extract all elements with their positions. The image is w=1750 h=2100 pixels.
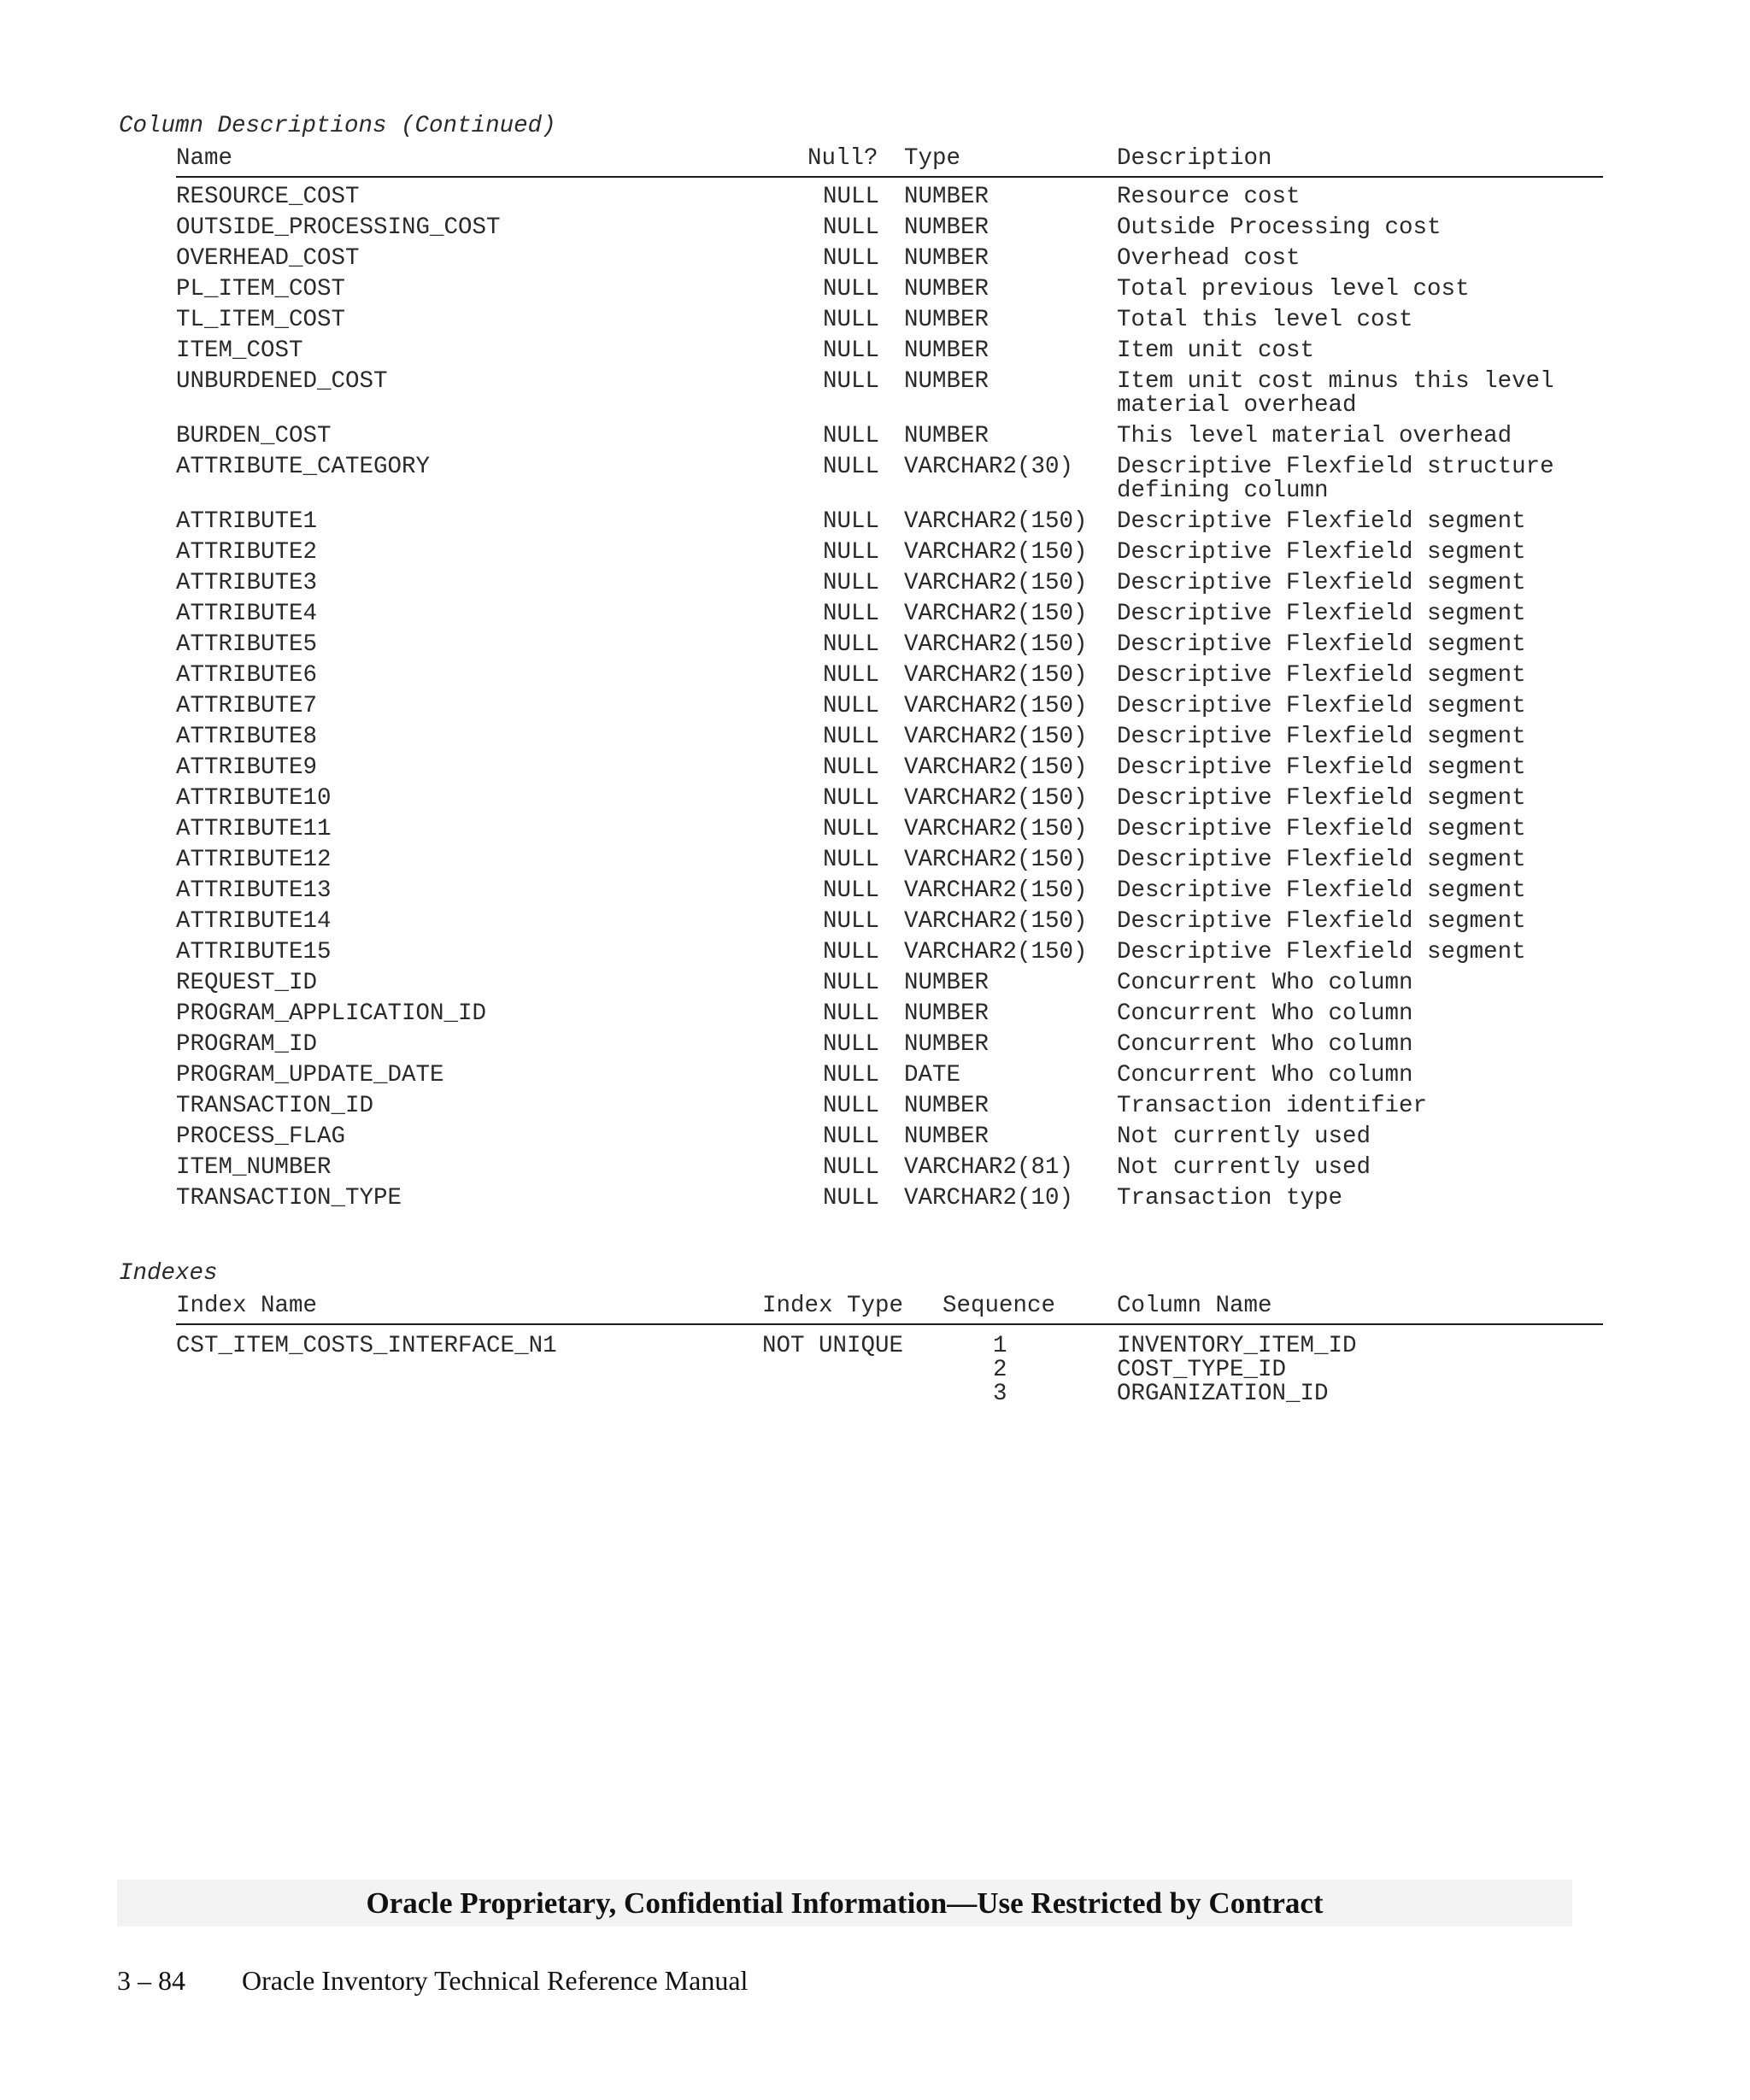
type-cell: VARCHAR2(150) <box>904 754 1088 781</box>
description-cell: Total this level cost <box>1117 307 1413 333</box>
description-cell: Descriptive Flexfield segment <box>1117 724 1526 750</box>
null-cell: NULL <box>823 307 880 333</box>
null-cell: NULL <box>823 877 880 904</box>
header-index-type: Index Type <box>762 1293 904 1319</box>
type-cell: VARCHAR2(150) <box>904 816 1088 842</box>
type-cell: VARCHAR2(150) <box>904 508 1088 535</box>
confidential-notice: Oracle Proprietary, Confidential Information––Use Restricted by Contract <box>366 1886 1324 1920</box>
header-description: Description <box>1117 145 1272 172</box>
description-cell: Descriptive Flexfield segment <box>1117 785 1526 812</box>
type-cell: NUMBER <box>904 1093 990 1119</box>
index-row <box>176 1334 1603 1358</box>
description-cell: Item unit cost <box>1117 337 1315 364</box>
column-name-cell: ATTRIBUTE15 <box>176 939 332 965</box>
column-name-cell: REQUEST_ID <box>176 970 318 996</box>
null-cell: NULL <box>823 570 880 596</box>
description-cell: Descriptive Flexfield segment <box>1117 847 1526 873</box>
description-cell: Transaction identifier <box>1117 1093 1428 1119</box>
description-cell: Not currently used <box>1117 1154 1371 1181</box>
column-name-cell: BURDEN_COST <box>176 423 332 449</box>
null-cell: NULL <box>823 368 880 395</box>
null-cell: NULL <box>823 508 880 535</box>
column-name-cell: ATTRIBUTE5 <box>176 631 318 658</box>
table-row <box>176 756 1603 787</box>
table-row <box>176 425 1603 455</box>
description-cell: Descriptive Flexfield segment <box>1117 693 1526 719</box>
table-row <box>176 602 1603 633</box>
null-cell: NULL <box>823 816 880 842</box>
column-name-cell: PROGRAM_APPLICATION_ID <box>176 1000 487 1027</box>
type-cell: NUMBER <box>904 423 990 449</box>
null-cell: NULL <box>823 1154 880 1181</box>
description-cell: Descriptive Flexfield segment <box>1117 570 1526 596</box>
null-cell: NULL <box>823 337 880 364</box>
column-name-cell: ATTRIBUTE13 <box>176 877 332 904</box>
table-row <box>176 1033 1603 1064</box>
column-table-header <box>176 145 1603 178</box>
null-cell: NULL <box>823 601 880 627</box>
index-name-cell: CST_ITEM_COSTS_INTERFACE_N1 <box>176 1333 557 1359</box>
description-cell: Outside Processing cost <box>1117 214 1442 241</box>
null-cell: NULL <box>823 662 880 689</box>
null-cell: NULL <box>823 184 880 210</box>
description-cell: Resource cost <box>1117 184 1301 210</box>
header-index-name: Index Name <box>176 1293 318 1319</box>
column-name-cell: ATTRIBUTE7 <box>176 693 318 719</box>
type-cell: VARCHAR2(150) <box>904 847 1088 873</box>
null-cell: NULL <box>823 631 880 658</box>
description-cell: Descriptive Flexfield segment <box>1117 662 1526 689</box>
header-type: Type <box>904 145 961 172</box>
table-row <box>176 541 1603 572</box>
table-row <box>176 910 1603 941</box>
sequence-cell: 3 <box>993 1381 1007 1407</box>
column-name-cell: TRANSACTION_TYPE <box>176 1185 402 1211</box>
type-cell: NUMBER <box>904 307 990 333</box>
null-cell: NULL <box>823 939 880 965</box>
table-row <box>176 725 1603 756</box>
description-cell: Descriptive Flexfield segment <box>1117 908 1526 935</box>
page-number: 3 – 84 <box>117 1965 185 1996</box>
null-cell: NULL <box>823 1185 880 1211</box>
type-cell: VARCHAR2(10) <box>904 1185 1074 1211</box>
null-cell: NULL <box>823 1093 880 1119</box>
description-cell: Not currently used <box>1117 1123 1371 1150</box>
column-name-cell: ATTRIBUTE2 <box>176 539 318 566</box>
table-row <box>176 510 1603 541</box>
null-cell: NULL <box>823 1062 880 1088</box>
description-cell: Descriptive Flexfield segment <box>1117 508 1526 535</box>
type-cell: NUMBER <box>904 276 990 302</box>
type-cell: NUMBER <box>904 970 990 996</box>
header-name: Name <box>176 145 233 172</box>
index-column-cell: ORGANIZATION_ID <box>1117 1381 1329 1407</box>
index-row <box>176 1382 1603 1406</box>
null-cell: NULL <box>823 693 880 719</box>
table-row <box>176 216 1603 247</box>
type-cell: VARCHAR2(150) <box>904 631 1088 658</box>
column-name-cell: ATTRIBUTE12 <box>176 847 332 873</box>
null-cell: NULL <box>823 908 880 935</box>
null-cell: NULL <box>823 1031 880 1058</box>
column-name-cell: ATTRIBUTE8 <box>176 724 318 750</box>
null-cell: NULL <box>823 754 880 781</box>
table-row <box>176 572 1603 602</box>
description-cell: Overhead cost <box>1117 245 1301 272</box>
column-name-cell: ATTRIBUTE11 <box>176 816 332 842</box>
table-row <box>176 848 1603 879</box>
description-cell: Concurrent Who column <box>1117 970 1413 996</box>
column-descriptions-title: Column Descriptions (Continued) <box>119 113 556 139</box>
null-cell: NULL <box>823 1123 880 1150</box>
description-cell: Descriptive Flexfield segment <box>1117 539 1526 566</box>
column-name-cell: ATTRIBUTE10 <box>176 785 332 812</box>
column-name-cell: ITEM_NUMBER <box>176 1154 332 1181</box>
null-cell: NULL <box>823 276 880 302</box>
description-cell: Descriptive Flexfield structure defining column <box>1117 454 1554 504</box>
column-name-cell: ATTRIBUTE1 <box>176 508 318 535</box>
null-cell: NULL <box>823 970 880 996</box>
description-cell: Total previous level cost <box>1117 276 1470 302</box>
table-row <box>176 787 1603 818</box>
table-row <box>176 941 1603 971</box>
table-row <box>176 1187 1603 1217</box>
type-cell: VARCHAR2(150) <box>904 939 1088 965</box>
type-cell: VARCHAR2(150) <box>904 693 1088 719</box>
table-row <box>176 185 1603 216</box>
type-cell: VARCHAR2(150) <box>904 785 1088 812</box>
table-row <box>176 308 1603 339</box>
sequence-cell: 2 <box>993 1357 1007 1383</box>
index-type-cell: NOT UNIQUE <box>762 1333 904 1359</box>
type-cell: NUMBER <box>904 214 990 241</box>
column-name-cell: PL_ITEM_COST <box>176 276 346 302</box>
table-row <box>176 818 1603 848</box>
column-name-cell: RESOURCE_COST <box>176 184 360 210</box>
table-row <box>176 633 1603 664</box>
description-cell: Descriptive Flexfield segment <box>1117 816 1526 842</box>
table-row <box>176 247 1603 278</box>
column-name-cell: UNBURDENED_COST <box>176 368 388 395</box>
column-name-cell: ATTRIBUTE3 <box>176 570 318 596</box>
null-cell: NULL <box>823 245 880 272</box>
table-row <box>176 1094 1603 1125</box>
column-name-cell: ATTRIBUTE14 <box>176 908 332 935</box>
table-row <box>176 879 1603 910</box>
header-sequence: Sequence <box>943 1293 1056 1319</box>
type-cell: NUMBER <box>904 184 990 210</box>
column-name-cell: ATTRIBUTE_CATEGORY <box>176 454 431 480</box>
null-cell: NULL <box>823 724 880 750</box>
table-row <box>176 370 1603 425</box>
null-cell: NULL <box>823 454 880 480</box>
table-row <box>176 1125 1603 1156</box>
type-cell: NUMBER <box>904 1123 990 1150</box>
description-cell: Descriptive Flexfield segment <box>1117 877 1526 904</box>
table-row <box>176 695 1603 725</box>
index-row <box>176 1358 1603 1382</box>
type-cell: NUMBER <box>904 1000 990 1027</box>
type-cell: VARCHAR2(150) <box>904 570 1088 596</box>
description-cell: Descriptive Flexfield segment <box>1117 631 1526 658</box>
description-cell: Descriptive Flexfield segment <box>1117 601 1526 627</box>
index-table-header <box>176 1293 1603 1325</box>
type-cell: VARCHAR2(150) <box>904 662 1088 689</box>
type-cell: VARCHAR2(30) <box>904 454 1074 480</box>
type-cell: VARCHAR2(150) <box>904 539 1088 566</box>
index-column-cell: COST_TYPE_ID <box>1117 1357 1287 1383</box>
column-name-cell: PROGRAM_ID <box>176 1031 318 1058</box>
description-cell: This level material overhead <box>1117 423 1512 449</box>
description-cell: Concurrent Who column <box>1117 1000 1413 1027</box>
type-cell: DATE <box>904 1062 961 1088</box>
table-row <box>176 664 1603 695</box>
type-cell: VARCHAR2(81) <box>904 1154 1074 1181</box>
description-cell: Item unit cost minus this level material overhead <box>1117 368 1554 419</box>
null-cell: NULL <box>823 785 880 812</box>
header-null: Null? <box>807 145 878 172</box>
column-name-cell: PROCESS_FLAG <box>176 1123 346 1150</box>
type-cell: VARCHAR2(150) <box>904 724 1088 750</box>
manual-title: Oracle Inventory Technical Reference Manual <box>242 1965 749 1996</box>
null-cell: NULL <box>823 539 880 566</box>
column-name-cell: ATTRIBUTE9 <box>176 754 318 781</box>
description-cell: Descriptive Flexfield segment <box>1117 939 1526 965</box>
index-column-cell: INVENTORY_ITEM_ID <box>1117 1333 1357 1359</box>
column-name-cell: OVERHEAD_COST <box>176 245 360 272</box>
table-row <box>176 455 1603 510</box>
type-cell: VARCHAR2(150) <box>904 908 1088 935</box>
description-cell: Concurrent Who column <box>1117 1062 1413 1088</box>
type-cell: NUMBER <box>904 368 990 395</box>
header-column-name: Column Name <box>1117 1293 1272 1319</box>
column-name-cell: OUTSIDE_PROCESSING_COST <box>176 214 501 241</box>
null-cell: NULL <box>823 847 880 873</box>
table-row <box>176 971 1603 1002</box>
type-cell: NUMBER <box>904 245 990 272</box>
null-cell: NULL <box>823 1000 880 1027</box>
type-cell: NUMBER <box>904 1031 990 1058</box>
column-name-cell: ATTRIBUTE4 <box>176 601 318 627</box>
sequence-cell: 1 <box>993 1333 1007 1359</box>
column-table-body <box>176 185 1603 1217</box>
description-cell: Concurrent Who column <box>1117 1031 1413 1058</box>
table-row <box>176 1064 1603 1094</box>
null-cell: NULL <box>823 214 880 241</box>
column-name-cell: ATTRIBUTE6 <box>176 662 318 689</box>
column-name-cell: TRANSACTION_ID <box>176 1093 374 1119</box>
description-cell: Transaction type <box>1117 1185 1343 1211</box>
column-name-cell: PROGRAM_UPDATE_DATE <box>176 1062 444 1088</box>
column-name-cell: TL_ITEM_COST <box>176 307 346 333</box>
table-row <box>176 278 1603 308</box>
indexes-title: Indexes <box>119 1260 218 1287</box>
table-row <box>176 1002 1603 1033</box>
type-cell: VARCHAR2(150) <box>904 601 1088 627</box>
index-table-body <box>176 1334 1603 1406</box>
table-row <box>176 339 1603 370</box>
null-cell: NULL <box>823 423 880 449</box>
type-cell: VARCHAR2(150) <box>904 877 1088 904</box>
table-row <box>176 1156 1603 1187</box>
type-cell: NUMBER <box>904 337 990 364</box>
column-name-cell: ITEM_COST <box>176 337 303 364</box>
description-cell: Descriptive Flexfield segment <box>1117 754 1526 781</box>
